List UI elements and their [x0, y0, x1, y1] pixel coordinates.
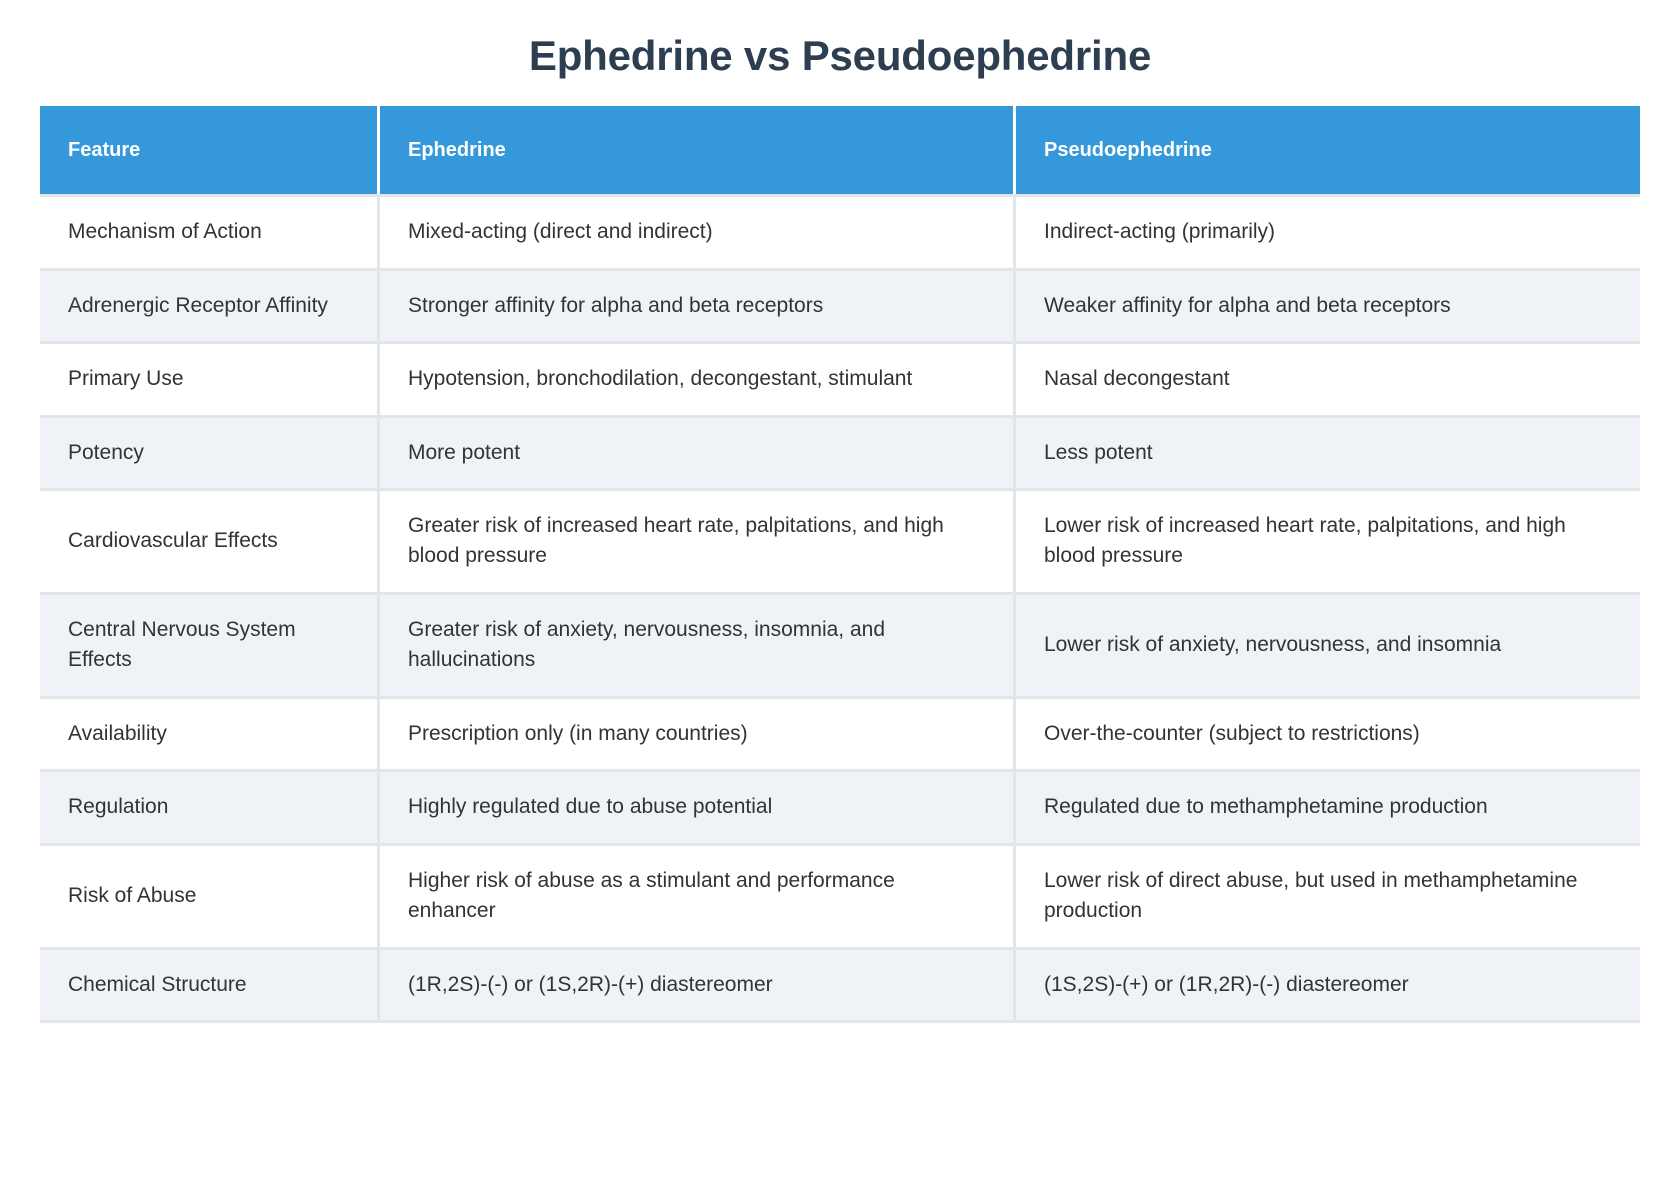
table-row [40, 947, 1640, 1023]
table-row [40, 488, 1640, 592]
column-header-ephedrine: Ephedrine [380, 106, 1016, 194]
cell-pseudoephedrine: Weaker affinity for alpha and beta receptors [1016, 268, 1640, 341]
comparison-table-container [40, 106, 1640, 1023]
cell-feature: Chemical Structure [40, 947, 380, 1023]
cell-pseudoephedrine: Lower risk of increased heart rate, palpitations, and high blood pressure [1016, 488, 1640, 592]
cell-feature: Regulation [40, 769, 380, 842]
table-row [40, 268, 1640, 341]
column-header-feature: Feature [40, 106, 380, 194]
cell-feature: Risk of Abuse [40, 843, 380, 947]
cell-pseudoephedrine: Over-the-counter (subject to restrictions) [1016, 696, 1640, 769]
cell-ephedrine: Highly regulated due to abuse potential [380, 769, 1016, 842]
cell-ephedrine: Greater risk of anxiety, nervousness, insomnia, and hallucinations [380, 592, 1016, 696]
column-header-pseudoephedrine: Pseudoephedrine [1016, 106, 1640, 194]
table-header [40, 106, 1640, 194]
page-title: Ephedrine vs Pseudoephedrine [528, 32, 1152, 79]
cell-pseudoephedrine: (1S,2S)-(+) or (1R,2R)-(-) diastereomer [1016, 947, 1640, 1023]
cell-feature: Adrenergic Receptor Affinity [40, 268, 380, 341]
cell-feature: Availability [40, 696, 380, 769]
comparison-table [40, 106, 1640, 1023]
cell-ephedrine: Mixed-acting (direct and indirect) [380, 194, 1016, 267]
table-row [40, 415, 1640, 488]
cell-feature: Central Nervous System Effects [40, 592, 380, 696]
cell-feature: Cardiovascular Effects [40, 488, 380, 592]
table-row [40, 194, 1640, 267]
cell-feature: Mechanism of Action [40, 194, 380, 267]
table-body [40, 194, 1640, 1023]
cell-ephedrine: More potent [380, 415, 1016, 488]
cell-ephedrine: Higher risk of abuse as a stimulant and performance enhancer [380, 843, 1016, 947]
cell-feature: Primary Use [40, 341, 380, 414]
cell-ephedrine: Stronger affinity for alpha and beta receptors [380, 268, 1016, 341]
cell-ephedrine: Hypotension, bronchodilation, decongestant, stimulant [380, 341, 1016, 414]
table-row [40, 341, 1640, 414]
cell-ephedrine: (1R,2S)-(-) or (1S,2R)-(+) diastereomer [380, 947, 1016, 1023]
cell-pseudoephedrine: Less potent [1016, 415, 1640, 488]
table-row [40, 696, 1640, 769]
table-row [40, 769, 1640, 842]
cell-ephedrine: Prescription only (in many countries) [380, 696, 1016, 769]
cell-ephedrine: Greater risk of increased heart rate, palpitations, and high blood pressure [380, 488, 1016, 592]
cell-pseudoephedrine: Indirect-acting (primarily) [1016, 194, 1640, 267]
table-header-row [40, 106, 1640, 194]
cell-pseudoephedrine: Lower risk of anxiety, nervousness, and insomnia [1016, 592, 1640, 696]
cell-pseudoephedrine: Regulated due to methamphetamine production [1016, 769, 1640, 842]
cell-pseudoephedrine: Nasal decongestant [1016, 341, 1640, 414]
table-row [40, 843, 1640, 947]
table-row [40, 592, 1640, 696]
cell-feature: Potency [40, 415, 380, 488]
cell-pseudoephedrine: Lower risk of direct abuse, but used in methamphetamine production [1016, 843, 1640, 947]
